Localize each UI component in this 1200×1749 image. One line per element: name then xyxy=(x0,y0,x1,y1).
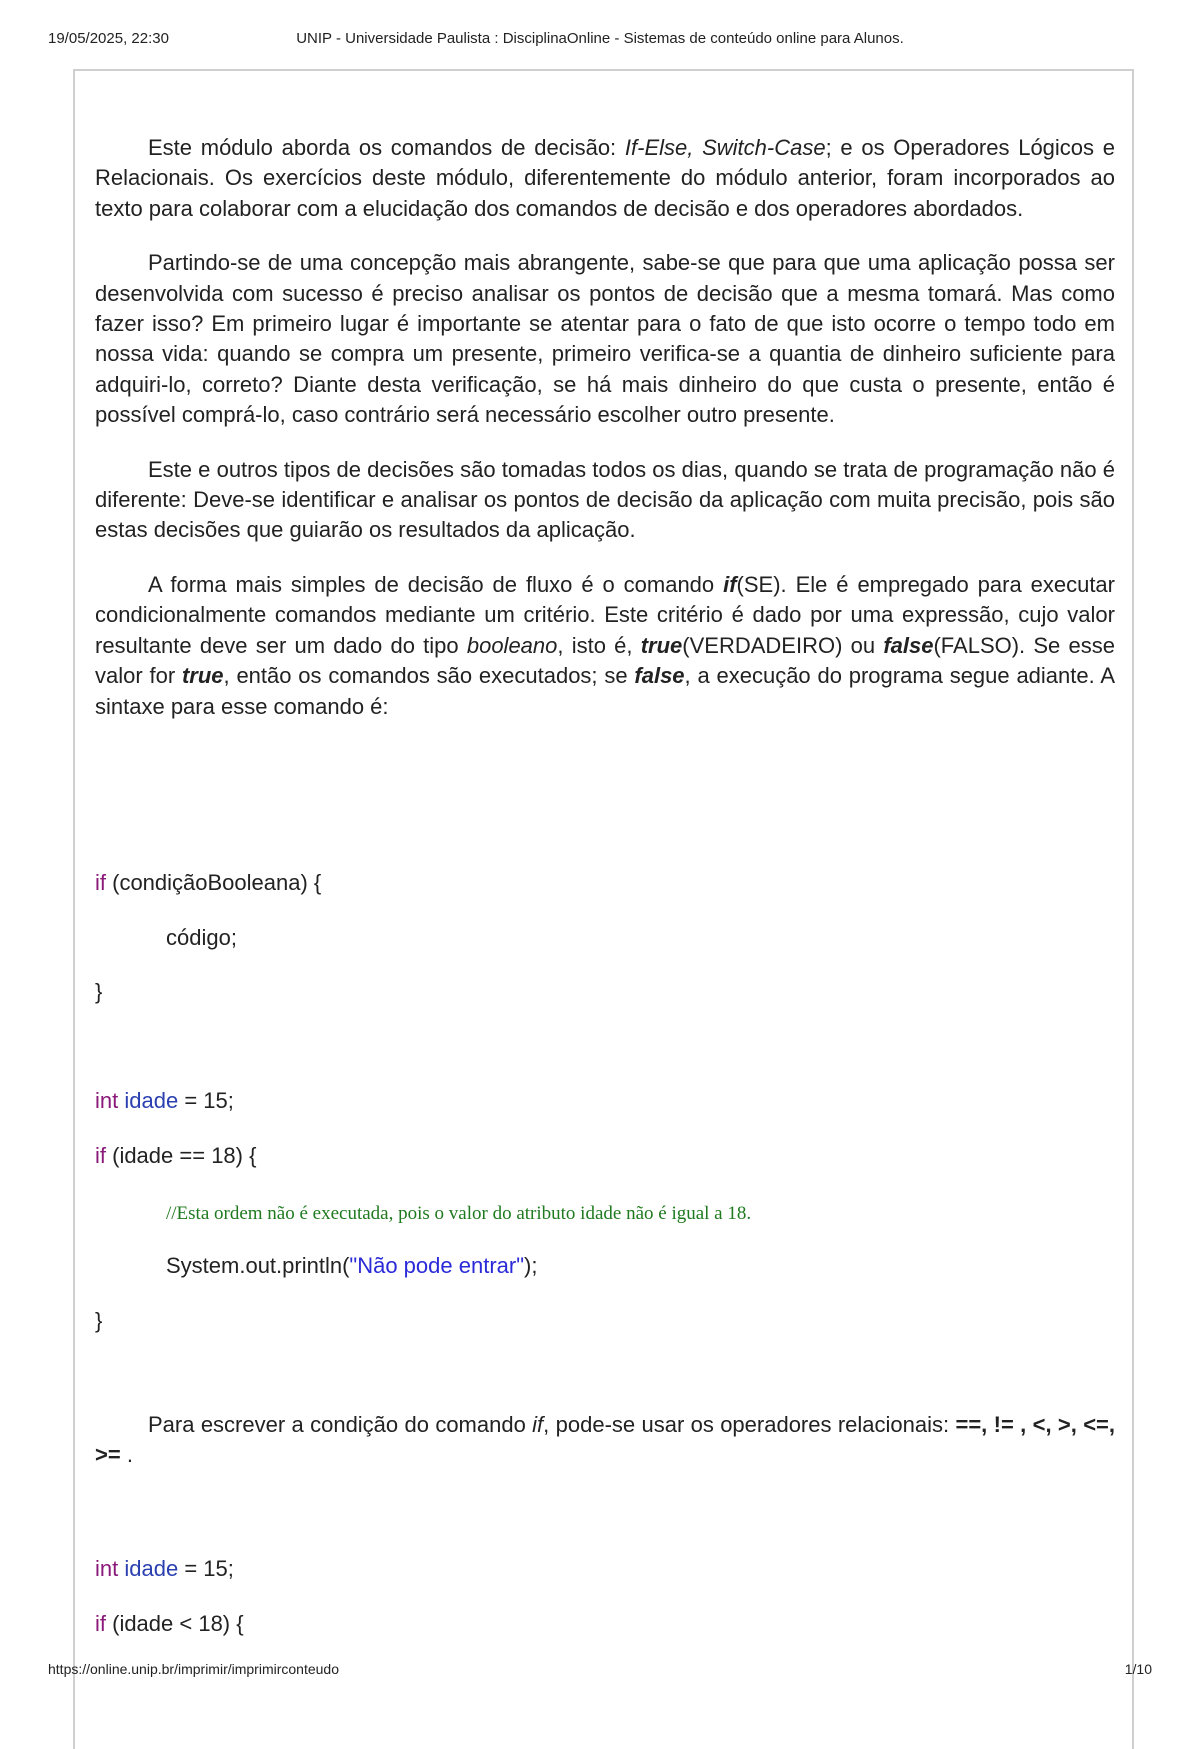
keyword-if: if xyxy=(532,1412,544,1437)
keyword-true: true xyxy=(640,632,683,658)
text-run: Este módulo aborda os comandos de decisão: xyxy=(148,135,625,160)
code-line-if xyxy=(95,1609,244,1639)
text-run: (VERDADEIRO) ou xyxy=(682,632,884,658)
text-run: , a execução do programa segue adiante. A sintaxe para esse comando é: xyxy=(95,663,1115,719)
code-text: = 15; xyxy=(178,1556,234,1581)
code-string: "Não pode entrar" xyxy=(349,1253,525,1278)
paragraph-decisions: Este e outros tipos de decisões são tomadas todos os dias, quando se trata de programação não é diferente: Deve-se identificar e analisar os pontos de decisão da aplicação com muita precisão, pois são estas decisões que guiarão os resultados da aplicação. xyxy=(95,456,1115,543)
code-text: System.out.println( xyxy=(166,1253,350,1278)
paragraph-concept: Partindo-se de uma concepção mais abrangente, sabe-se que para que uma aplicação possa ser desenvolvida com sucesso é preciso analisar os pontos de decisão que a mesma tomará. Mas como fazer isso? Em primeiro lugar é importante se atentar para o fato de que isto ocorre o tempo todo em nossa vida: quando se compra um presente, primeiro verifica-se a quantia de dinheiro suficiente para adquiri-lo, correto? Diante desta verificação, se há mais dinheiro do que custa o presente, então é possível comprá-lo, caso contrário será necessário escolher outro presente. xyxy=(95,250,1115,428)
code-text: (condiçãoBooleana) { xyxy=(106,870,322,895)
code-line-declaration xyxy=(95,1554,234,1584)
code-text: (idade == 18) { xyxy=(106,1143,257,1168)
text-run: , pode-se usar os operadores relacionais: xyxy=(543,1412,956,1437)
document-title: UNIP - Universidade Paulista : DisciplinaOnline - Sistemas de conteúdo online para Alunos. xyxy=(296,30,904,47)
code-keyword: if xyxy=(95,870,106,895)
code-line-close: } xyxy=(95,1308,103,1333)
code-line-comment xyxy=(166,1197,751,1229)
code-keyword: if xyxy=(95,1143,106,1168)
code-text: (idade < 18) { xyxy=(106,1611,244,1636)
code-variable: idade xyxy=(118,1556,179,1581)
text-run: ; e os Operadores Lógicos e Relacionais. Os exercícios deste módulo, diferentemente do módulo anterior, foram incorporados ao texto para colaborar com a elucidação dos comandos de decisão e dos operadores abordados. xyxy=(95,135,1115,221)
code-line-body: código; xyxy=(166,925,237,950)
code-variable: idade xyxy=(118,1088,179,1113)
code-line-if-syntax xyxy=(95,868,321,898)
text-run: . xyxy=(120,1442,133,1468)
code-line-declaration xyxy=(95,1086,234,1116)
text-run: Para escrever a condição do comando xyxy=(148,1412,533,1437)
footer-url: https://online.unip.br/imprimir/imprimirconteudo xyxy=(48,1661,339,1677)
code-line-println xyxy=(166,1251,537,1281)
module-text xyxy=(95,133,1115,722)
code-keyword: int xyxy=(95,1088,119,1113)
text-run: , então os comandos são executados; se xyxy=(223,663,635,689)
relational-operators: ==, != , <, >, <=, >= xyxy=(95,1412,1116,1468)
paragraph-if-command xyxy=(95,570,1115,722)
code-line-if xyxy=(95,1141,256,1171)
text-run: , isto é, xyxy=(557,632,641,658)
page-number: 1/10 xyxy=(1124,1661,1152,1677)
module-text-operators xyxy=(95,1410,1115,1471)
print-datetime: 19/05/2025, 22:30 xyxy=(48,30,169,47)
emphasis-commands: If-Else, Switch-Case xyxy=(624,135,826,160)
code-keyword: if xyxy=(95,1611,106,1636)
keyword-false: false xyxy=(883,632,934,658)
code-text: ); xyxy=(524,1253,538,1278)
term-booleano: booleano xyxy=(466,632,558,658)
keyword-if: if xyxy=(723,571,737,597)
keyword-false: false xyxy=(634,663,685,689)
keyword-true: true xyxy=(181,663,224,689)
text-run: A forma mais simples de decisão de fluxo é o comando xyxy=(148,571,724,597)
text-run: (FALSO). Se esse valor for xyxy=(95,632,1115,689)
code-keyword: int xyxy=(95,1556,119,1581)
code-text: = 15; xyxy=(178,1088,234,1113)
text-run: (SE). Ele é empregado para executar condicionalmente comandos mediante um critério. Este critério é dado por uma expressão, cujo valor resultante deve ser um dado do tipo xyxy=(95,571,1115,658)
code-line-close: } xyxy=(95,979,103,1004)
code-comment: //Esta ordem não é executada, pois o valor do atributo idade não é igual a 18. xyxy=(166,1203,752,1224)
paragraph-intro xyxy=(95,133,1115,224)
paragraph-operators xyxy=(95,1410,1115,1471)
